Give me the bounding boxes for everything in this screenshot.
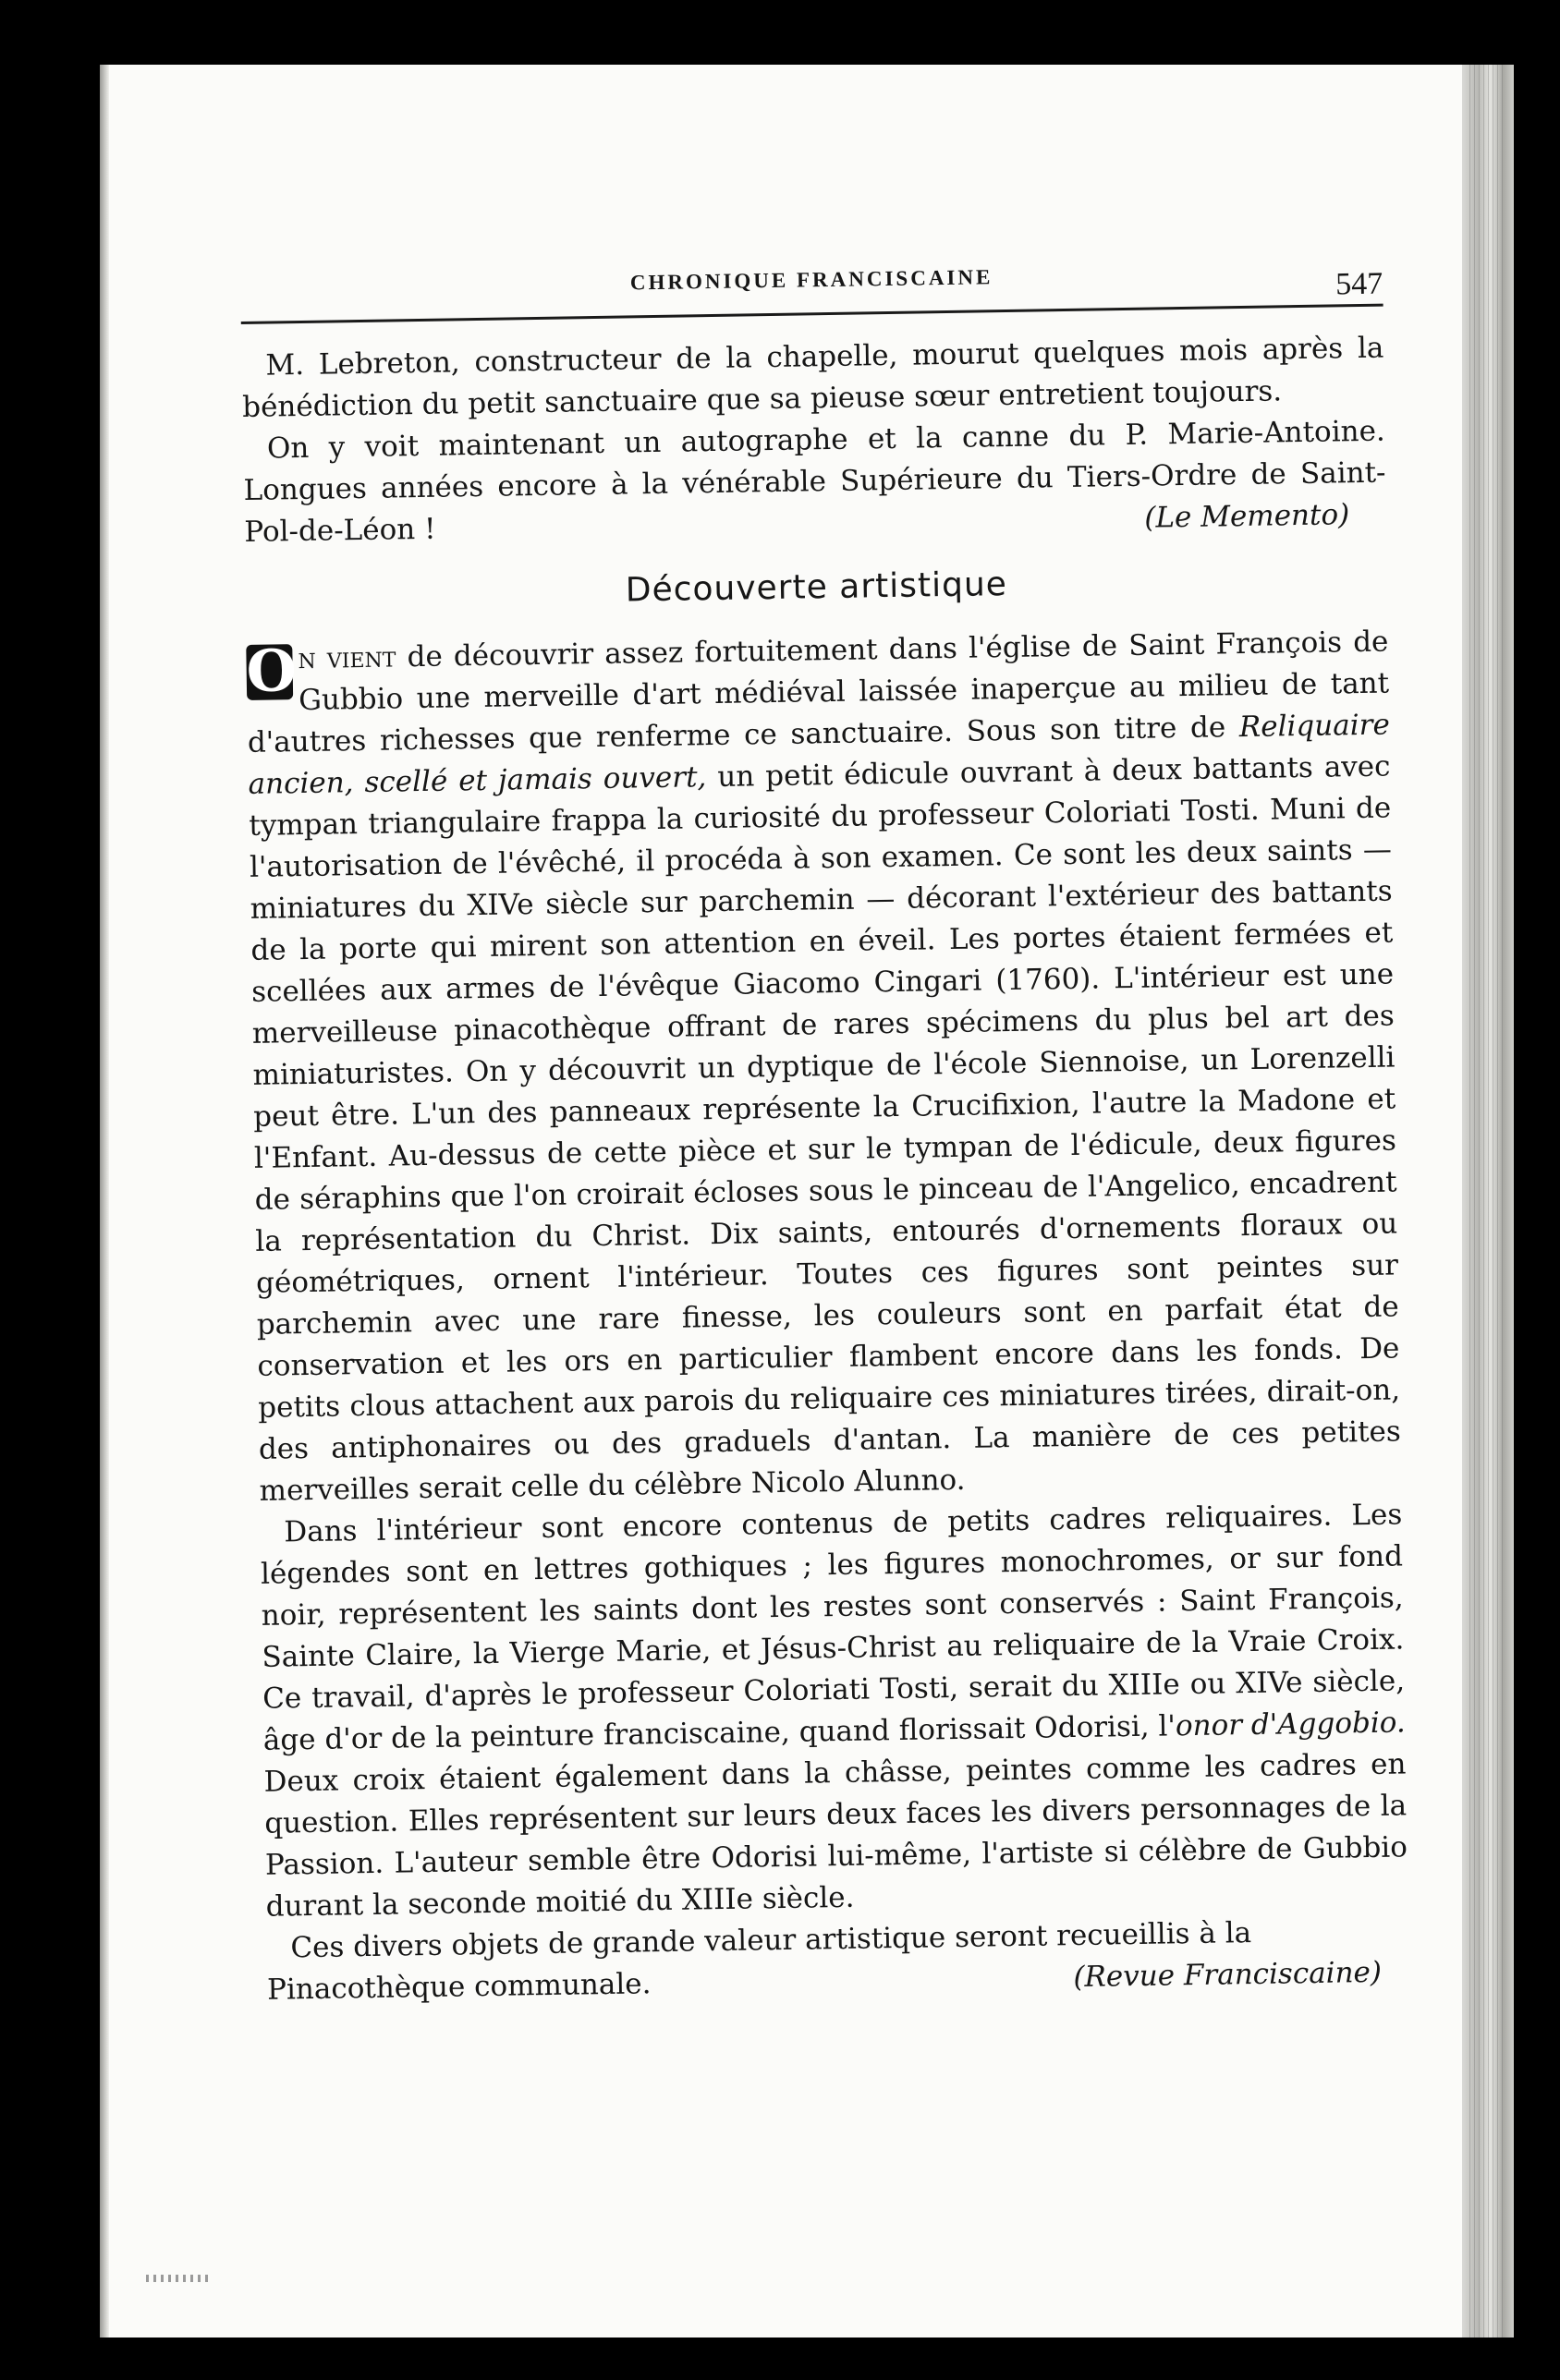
article-paragraph-2	[260, 1494, 1408, 1927]
dropcap-letter: O	[246, 637, 298, 705]
intro-paragraph-2: On y voit maintenant un autographe et la canne du P. Marie-Antoine. Longues années encore à la vénérable Supérieure du Tiers-Ordre de Saint-Pol-de-Léon !	[243, 414, 1386, 549]
intro-source: (Le Memento)	[1144, 498, 1350, 535]
page-text-block	[240, 260, 1409, 2011]
article-paragraph-1	[246, 622, 1402, 1512]
onor-phrase: onor d'Aggobio.	[1175, 1706, 1407, 1743]
page-binding-edge	[100, 65, 109, 2338]
paragraph-1-text-b: un petit édicule ouvrant à deux battants avec tympan triangulaire frappa la curiosité du professeur Coloriati Tosti. Muni de l'autorisation de l'évêché, il procéda à son examen. Ce sont les deux saints — miniatures du XIVe siècle sur parchemin — décorant l'extérieur des battants de la porte qui mirent son attention en éveil. Les portes étaient fermées et scellées aux armes de l'évêque Giacomo Cingari (1760). L'intérieur est une merveilleuse pinacothèque offrant de rares spécimens du plus bel art des miniaturistes. On y découvrit un dyptique de l'école Siennoise, un Lorenzelli peut être. L'un des panneaux représente la Crucifixion, l'autre la Madone et l'Enfant. Au-dessus de cette pièce et sur le tympan de l'édicule, deux figures de séraphins que l'on croirait écloses sous le pinceau de l'Angelico, encadrent la représentation du Christ. Dix saints, entourés d'ornements floraux ou géométriques, ornent l'intérieur. Toutes ces figures sont peintes sur parchemin avec une rare finesse, les couleurs sont en parfait état de conservation et les ors en particulier flambent encore dans les fonds. De petits clous attachent aux parois du reliquaire ces miniatures tirées, dirait-on, des antiphonaires ou des graduels d'antan. La manière de ces petites merveilles serait celle du célèbre Nicolo Alunno.	[249, 749, 1402, 1508]
book-page	[100, 65, 1514, 2338]
header-rule	[241, 304, 1383, 324]
article-paragraph-3: Ces divers objets de grande valeur artistique seront recueillis à la	[290, 1916, 1252, 1965]
intro-paragraph-1: M. Lebreton, constructeur de la chapelle, mourut quelques mois après la bénédiction du petit sanctuaire que sa pieuse sœur entretient toujours.	[241, 331, 1384, 424]
article-title: Découverte artistique	[625, 565, 1008, 610]
lead-words: n vient	[298, 640, 396, 676]
reliquary-title: Reliquaire ancien, scellé et jamais ouvert,	[248, 708, 1391, 801]
scan-artifact-marks	[146, 2275, 211, 2282]
page-stack-lines	[1469, 65, 1506, 2338]
running-header	[240, 260, 1383, 333]
paragraph-2-text-a: Dans l'intérieur sont encore contenus de petits cadres reliquaires. Les légendes sont en lettres gothiques ; les figures monochromes, or sur fond noir, représentent les saints dont les restes sont conservés : Saint François, Sainte Claire, la Vierge Marie, et Jésus-Christ au reliquaire de la Vraie Croix. Ce travail, d'après le professeur Coloriati Tosti, serait du XIIIe ou XIVe siècle, âge d'or de la peinture franciscaine, quand florissait Odorisi, l'	[260, 1498, 1406, 1757]
article-source: (Revue Franciscaine)	[1073, 1955, 1383, 1995]
closing-text: Pinacothèque communale.	[266, 1967, 652, 2007]
paragraph-2-text-b: Deux croix étaient également dans la châsse, peintes comme les cadres en question. Elles représentent sur leurs deux faces les divers personnages de la Passion. L'auteur semble être Odorisi lui-même, l'artiste si célèbre de Gubbio durant la seconde moitié du XIIIe siècle.	[263, 1747, 1408, 1924]
paragraph-1-text-a: de découvrir assez fortuitement dans l'église de Saint François de Gubbio une merveille d'art médiéval laissée inaperçue au milieu de tant d'autres richesses que renferme ce sanctuaire. Sous son titre de	[247, 625, 1390, 759]
page-number: 547	[1335, 266, 1383, 302]
running-title: CHRONIQUE FRANCISCAINE	[629, 265, 993, 295]
